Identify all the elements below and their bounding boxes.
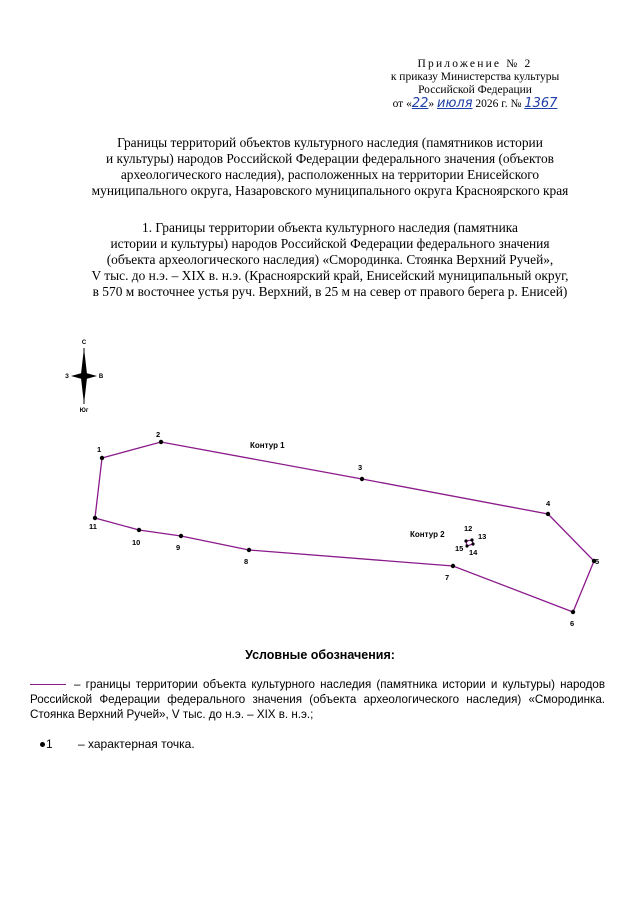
point-label: 2	[156, 430, 161, 439]
point-marker	[451, 564, 455, 568]
section-line: 1. Границы территории объекта культурного наследия (памятника	[142, 220, 518, 235]
order-number: 1367	[524, 96, 558, 111]
document-title	[70, 135, 590, 199]
point-labels	[89, 430, 599, 628]
contour-2-label: Контур 2	[410, 530, 445, 539]
point-label: 14	[469, 548, 478, 557]
point-marker	[546, 512, 550, 516]
point-marker	[471, 542, 474, 545]
legend-title: Условные обозначения:	[245, 648, 395, 662]
point-marker	[360, 477, 364, 481]
compass-north: С	[81, 340, 87, 346]
point-label: 8	[244, 557, 249, 566]
compass-icon	[65, 340, 104, 414]
point-label: 12	[464, 524, 473, 533]
date-prefix: от «	[392, 98, 412, 110]
title-line: муниципального округа, Назаровского муниципального округа Красноярского края	[91, 183, 569, 198]
title-line: археологического наследия), расположенных на территории Енисейского	[120, 167, 540, 182]
section-line: (объекта археологического наследия) «Смородинка. Стоянка Верхний Ручей»,	[106, 252, 554, 267]
boundary-map	[0, 330, 640, 640]
point-label: 4	[546, 499, 551, 508]
appendix-line3: Российской Федерации	[418, 84, 532, 96]
contour-1-boundary	[95, 442, 594, 612]
point-marker	[247, 548, 251, 552]
point-label: 1	[97, 445, 102, 454]
compass-south: Юг	[79, 408, 89, 414]
point-marker	[137, 528, 141, 532]
appendix-date-line	[360, 97, 590, 111]
section-line: истории и культуры) народов Российской Федерации федерального значения	[110, 236, 550, 251]
date-mid: »	[428, 98, 435, 110]
point-label: 9	[176, 543, 181, 552]
section-heading	[60, 220, 600, 300]
legend-point-marker	[40, 742, 45, 747]
compass-west: З	[65, 374, 69, 380]
point-label: 7	[445, 573, 450, 582]
contour-1-label: Контур 1	[250, 441, 285, 450]
point-label: 15	[455, 544, 464, 553]
point-label: 3	[358, 463, 363, 472]
point-marker	[571, 610, 575, 614]
points	[93, 440, 596, 614]
point-label: 13	[478, 532, 487, 541]
legend-point-number: 1	[46, 737, 53, 751]
date-day: 22	[411, 96, 429, 111]
legend-line-description: – границы территории объекта культурного наследия (памятника истории и культуры) народов Российской Федерации федерального значения (объекта археологического наследия) «Смородинка. Стоянка Верхний Ручей», V тыс. до н.э. – XIX в. н.э.;	[30, 678, 605, 721]
compass-east: В	[98, 374, 104, 380]
legend-point-description: – характерная точка.	[78, 737, 195, 751]
point-marker	[470, 538, 473, 541]
title-line: Границы территорий объектов культурного наследия (памятников истории	[117, 135, 543, 150]
section-line: в 570 м восточнее устья руч. Верхний, в 25 м на север от правого берега р. Енисей)	[92, 284, 568, 299]
point-label: 10	[132, 538, 141, 547]
point-label: 5	[595, 557, 600, 566]
point-label: 11	[89, 522, 97, 531]
point-label: 6	[570, 619, 575, 628]
section-line: V тыс. до н.э. – XIX в. н.э. (Красноярский край, Енисейский муниципальный округ,	[91, 268, 569, 283]
appendix-line1: Приложение № 2	[417, 58, 533, 70]
point-marker	[93, 516, 97, 520]
title-line: и культуры) народов Российской Федерации федерального значения (объектов	[105, 151, 554, 166]
appendix-line2: к приказу Министерства культуры	[390, 71, 560, 83]
point-marker	[464, 539, 467, 542]
date-month: июля	[437, 96, 473, 111]
point-marker	[100, 456, 104, 460]
point-marker	[159, 440, 163, 444]
date-year: 2026 г. №	[475, 98, 522, 110]
point-marker	[179, 534, 183, 538]
appendix-header	[360, 58, 590, 111]
